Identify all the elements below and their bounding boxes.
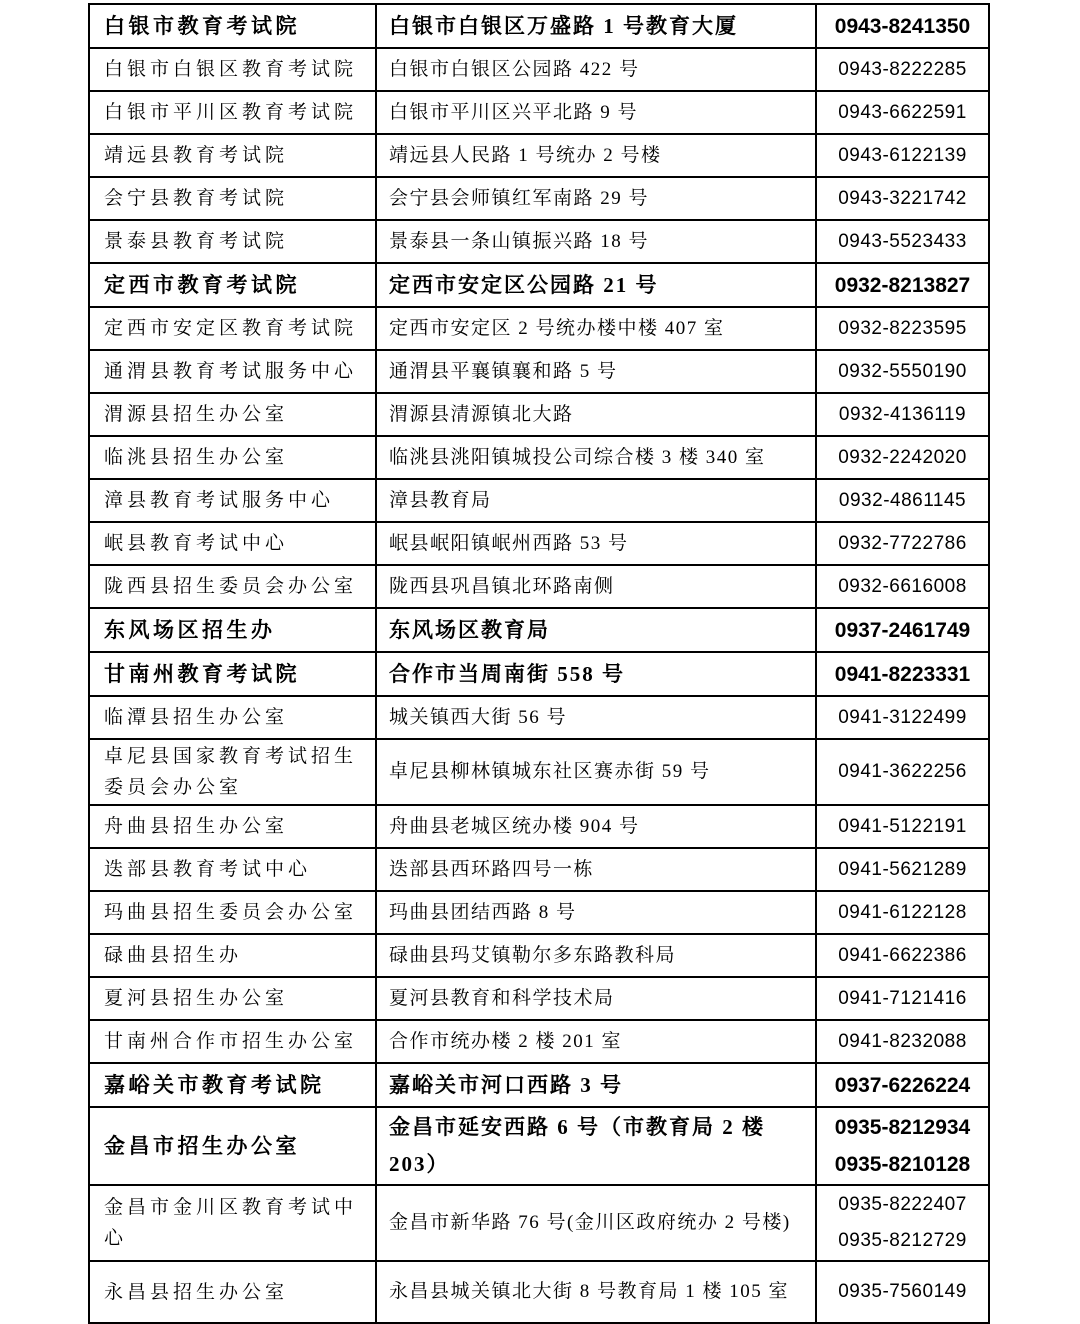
address-cell: 玛曲县团结西路 8 号: [376, 891, 816, 934]
phone-cell: [816, 891, 989, 934]
phone-cell: [816, 1107, 989, 1185]
phone-number: 0943-8222285: [838, 58, 967, 80]
phone-cell: [816, 350, 989, 393]
phone-number: 0932-8213827: [834, 273, 971, 297]
table-row: [89, 522, 989, 565]
table-row: [89, 565, 989, 608]
institution-name-cell: 东风场区招生办: [89, 608, 376, 652]
address-cell: 陇西县巩昌镇北环路南侧: [376, 565, 816, 608]
table-row: [89, 848, 989, 891]
phone-number: 0941-5122191: [838, 815, 967, 837]
phone-cell: [816, 91, 989, 134]
address-cell: 合作市统办楼 2 楼 201 室: [376, 1020, 816, 1063]
table-row: [89, 1107, 989, 1185]
table-row: [89, 805, 989, 848]
phone-cell: [816, 48, 989, 91]
address-cell: 定西市安定区 2 号统办楼中楼 407 室: [376, 307, 816, 350]
institution-name-cell: 岷县教育考试中心: [89, 522, 376, 565]
phone-cell: [816, 565, 989, 608]
institution-name-cell: 通渭县教育考试服务中心: [89, 350, 376, 393]
phone-cell: [816, 177, 989, 220]
address-cell: 景泰县一条山镇振兴路 18 号: [376, 220, 816, 263]
institution-name-cell: 迭部县教育考试中心: [89, 848, 376, 891]
table-row: [89, 1261, 989, 1323]
table-row: [89, 1185, 989, 1261]
address-cell: 城关镇西大街 56 号: [376, 696, 816, 739]
phone-number: 0941-8223331: [834, 662, 971, 686]
table-row: [89, 177, 989, 220]
address-cell: 舟曲县老城区统办楼 904 号: [376, 805, 816, 848]
phone-number: 0932-6616008: [838, 575, 967, 597]
institution-name-cell: 陇西县招生委员会办公室: [89, 565, 376, 608]
phone-number: 0943-6122139: [838, 144, 967, 166]
phone-number: 0937-6226224: [834, 1073, 971, 1097]
institution-name-cell: 漳县教育考试服务中心: [89, 479, 376, 522]
phone-cell: [816, 263, 989, 307]
phone-number: 0943-3221742: [838, 187, 967, 209]
table-row: [89, 134, 989, 177]
phone-number: 0932-2242020: [838, 446, 967, 468]
phone-number: 0943-6622591: [838, 101, 967, 123]
address-cell: 东风场区教育局: [376, 608, 816, 652]
phone-number: 0941-8232088: [838, 1030, 967, 1052]
table-row: [89, 1020, 989, 1063]
phone-number: 0935-8212934: [834, 1116, 971, 1139]
table-row: [89, 1063, 989, 1107]
table-row: [89, 4, 989, 48]
address-cell: 金昌市新华路 76 号(金川区政府统办 2 号楼): [376, 1185, 816, 1261]
institution-name-cell: 临潭县招生办公室: [89, 696, 376, 739]
document-page: [88, 3, 988, 1324]
phone-cell: [816, 307, 989, 350]
table-row: [89, 934, 989, 977]
table-row: [89, 739, 989, 805]
phone-number: 0943-8241350: [834, 14, 971, 38]
institution-name-cell: 白银市白银区教育考试院: [89, 48, 376, 91]
address-cell: 合作市当周南街 558 号: [376, 652, 816, 696]
address-cell: 迭部县西环路四号一栋: [376, 848, 816, 891]
address-cell: 白银市白银区万盛路 1 号教育大厦: [376, 4, 816, 48]
phone-number: 0941-3622256: [838, 761, 967, 782]
phone-cell: [816, 393, 989, 436]
address-cell: 通渭县平襄镇襄和路 5 号: [376, 350, 816, 393]
address-cell: 渭源县清源镇北大路: [376, 393, 816, 436]
address-cell: 定西市安定区公园路 21 号: [376, 263, 816, 307]
table-row: [89, 307, 989, 350]
phone-cell: [816, 934, 989, 977]
institution-name-cell: 玛曲县招生委员会办公室: [89, 891, 376, 934]
institution-name-cell: 嘉峪关市教育考试院: [89, 1063, 376, 1107]
phone-cell: [816, 696, 989, 739]
institution-name-cell: 靖远县教育考试院: [89, 134, 376, 177]
institution-name-cell: 甘南州教育考试院: [89, 652, 376, 696]
phone-cell: [816, 436, 989, 479]
table-row: [89, 891, 989, 934]
phone-number: 0932-5550190: [838, 360, 967, 382]
address-cell: 夏河县教育和科学技术局: [376, 977, 816, 1020]
table-row: [89, 350, 989, 393]
table-row: [89, 696, 989, 739]
contact-table-body: [89, 4, 989, 1323]
address-cell: 岷县岷阳镇岷州西路 53 号: [376, 522, 816, 565]
phone-number: 0943-5523433: [838, 230, 967, 252]
table-row: [89, 436, 989, 479]
table-row: [89, 393, 989, 436]
table-row: [89, 91, 989, 134]
phone-number: 0941-6122128: [838, 901, 967, 923]
phone-cell: [816, 805, 989, 848]
institution-name-cell: 渭源县招生办公室: [89, 393, 376, 436]
phone-cell: [816, 134, 989, 177]
address-cell: 白银市平川区兴平北路 9 号: [376, 91, 816, 134]
phone-cell: [816, 1063, 989, 1107]
institution-name-cell: 夏河县招生办公室: [89, 977, 376, 1020]
table-row: [89, 652, 989, 696]
phone-cell: [816, 1020, 989, 1063]
institution-name-cell: 碌曲县招生办: [89, 934, 376, 977]
phone-number: 0932-4136119: [838, 403, 967, 425]
address-cell: 临洮县洮阳镇城投公司综合楼 3 楼 340 室: [376, 436, 816, 479]
address-cell: 嘉峪关市河口西路 3 号: [376, 1063, 816, 1107]
institution-name-cell: 临洮县招生办公室: [89, 436, 376, 479]
address-cell: 卓尼县柳林镇城东社区赛赤街 59 号: [376, 739, 816, 805]
institution-name-cell: 永昌县招生办公室: [89, 1261, 376, 1323]
phone-cell: [816, 479, 989, 522]
phone-number: 0932-8223595: [838, 317, 967, 339]
institution-name-cell: 定西市安定区教育考试院: [89, 307, 376, 350]
table-row: [89, 263, 989, 307]
institution-name-cell: 甘南州合作市招生办公室: [89, 1020, 376, 1063]
phone-number: 0932-7722786: [838, 532, 967, 554]
institution-name-cell: 景泰县教育考试院: [89, 220, 376, 263]
contact-table: [88, 3, 990, 1324]
institution-name-cell: 金昌市金川区教育考试中心: [89, 1185, 376, 1261]
phone-cell: [816, 652, 989, 696]
phone-number: 0941-3122499: [838, 706, 967, 728]
institution-name-cell: 定西市教育考试院: [89, 263, 376, 307]
phone-number: 0941-7121416: [838, 987, 967, 1009]
phone-number: 0935-7560149: [838, 1281, 967, 1302]
address-cell: 白银市白银区公园路 422 号: [376, 48, 816, 91]
address-cell: 靖远县人民路 1 号统办 2 号楼: [376, 134, 816, 177]
address-cell: 碌曲县玛艾镇勒尔多东路教科局: [376, 934, 816, 977]
table-row: [89, 608, 989, 652]
phone-cell: [816, 522, 989, 565]
address-cell: 漳县教育局: [376, 479, 816, 522]
phone-cell: [816, 1185, 989, 1261]
phone-number: 0935-8222407: [838, 1194, 967, 1215]
phone-number: 0935-8210128: [834, 1153, 971, 1176]
table-row: [89, 48, 989, 91]
phone-cell: [816, 220, 989, 263]
institution-name-cell: 白银市教育考试院: [89, 4, 376, 48]
institution-name-cell: 舟曲县招生办公室: [89, 805, 376, 848]
phone-number: 0941-6622386: [838, 944, 967, 966]
institution-name-cell: 金昌市招生办公室: [89, 1107, 376, 1185]
phone-cell: [816, 977, 989, 1020]
institution-name-cell: 卓尼县国家教育考试招生委员会办公室: [89, 739, 376, 805]
phone-number: 0935-8212729: [838, 1230, 967, 1251]
phone-number: 0937-2461749: [834, 618, 971, 642]
table-row: [89, 220, 989, 263]
table-row: [89, 479, 989, 522]
institution-name-cell: 会宁县教育考试院: [89, 177, 376, 220]
address-cell: 会宁县会师镇红军南路 29 号: [376, 177, 816, 220]
phone-number: 0941-5621289: [838, 858, 967, 880]
institution-name-cell: 白银市平川区教育考试院: [89, 91, 376, 134]
phone-cell: [816, 848, 989, 891]
table-row: [89, 977, 989, 1020]
address-cell: 永昌县城关镇北大街 8 号教育局 1 楼 105 室: [376, 1261, 816, 1323]
phone-cell: [816, 608, 989, 652]
phone-cell: [816, 4, 989, 48]
phone-number: 0932-4861145: [838, 489, 967, 511]
phone-cell: [816, 739, 989, 805]
address-cell: 金昌市延安西路 6 号（市教育局 2 楼 203）: [376, 1107, 816, 1185]
phone-cell: [816, 1261, 989, 1323]
